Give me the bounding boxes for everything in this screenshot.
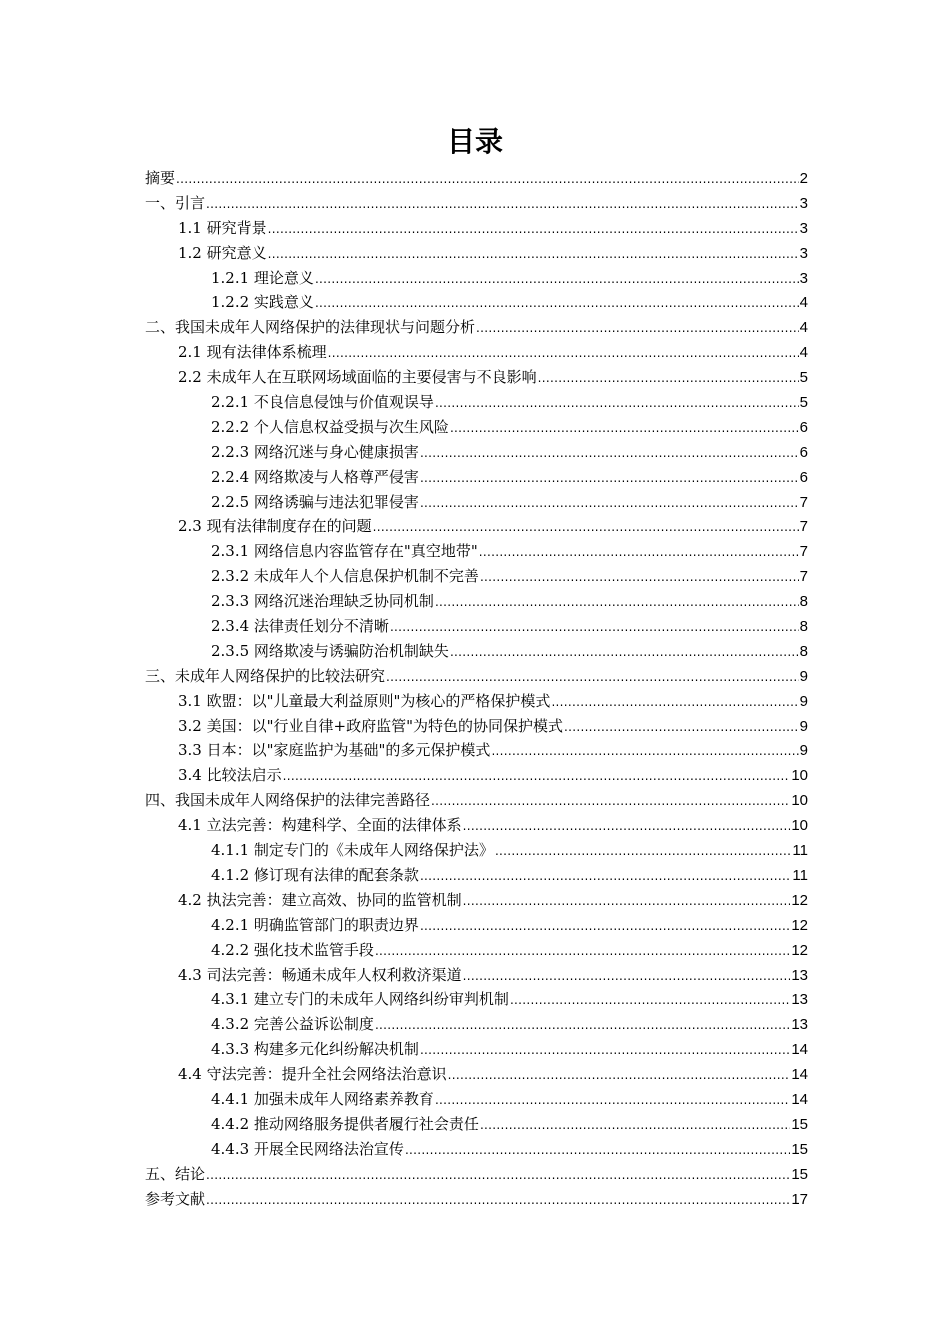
toc-page-number: 13: [791, 991, 808, 1009]
toc-entry[interactable]: [145, 266, 808, 291]
toc-page-number: 7: [799, 493, 808, 511]
toc-page-number: 17: [791, 1190, 808, 1208]
dot-leader: [479, 539, 799, 565]
toc-entry[interactable]: [145, 689, 808, 714]
dot-leader: [206, 191, 799, 217]
toc-entry[interactable]: [145, 963, 808, 988]
toc-entry-title: 4.3 司法完善：畅通未成年人权利救济渠道: [178, 965, 462, 984]
toc-entry-title: 1.2.1 理论意义: [211, 268, 314, 287]
dot-leader: [551, 689, 798, 715]
toc-entry[interactable]: [145, 813, 808, 838]
toc-title: 目录: [446, 125, 503, 158]
toc-entry-title: 2.3.1 网络信息内容监管存在"真空地带": [211, 542, 478, 561]
toc-page-number: 12: [791, 891, 808, 909]
toc-entry-title: 2.3.5 网络欺凌与诱骗防治机制缺失: [211, 641, 449, 660]
dot-leader: [420, 490, 799, 516]
toc-entry-title: 4.4.3 开展全民网络法治宣传: [211, 1139, 404, 1158]
dot-leader: [463, 963, 791, 989]
toc-entry[interactable]: [145, 191, 808, 216]
dot-leader: [176, 166, 799, 192]
toc-entry-title: 二、我国未成年人网络保护的法律现状与问题分析: [145, 318, 476, 337]
dot-leader: [315, 266, 799, 292]
dot-leader: [491, 738, 798, 764]
toc-entry[interactable]: [145, 1137, 808, 1162]
toc-entry[interactable]: [145, 714, 808, 739]
dot-leader: [420, 863, 791, 889]
dot-leader: [268, 241, 799, 267]
toc-entry-title: 4.2.2 强化技术监管手段: [211, 940, 374, 959]
toc-page-number: 3: [799, 269, 808, 287]
toc-page-number: 14: [791, 1066, 808, 1084]
toc-page-number: 7: [799, 518, 808, 536]
dot-leader: [450, 639, 799, 665]
dot-leader: [375, 938, 790, 964]
toc-page-number: 15: [791, 1165, 808, 1183]
dot-leader: [315, 290, 799, 316]
toc-entry[interactable]: [145, 1062, 808, 1087]
toc-page-number: 9: [799, 692, 808, 710]
dot-leader: [206, 1162, 790, 1188]
toc-page-number: 4: [799, 294, 808, 312]
toc-entry-title: 2.1 现有法律体系梳理: [178, 343, 327, 362]
toc-entry-title: 1.2 研究意义: [178, 243, 267, 262]
dot-leader: [480, 1112, 790, 1138]
toc-page-number: 15: [791, 1140, 808, 1158]
toc-page-number: 10: [791, 817, 808, 835]
toc-page-number: 12: [791, 941, 808, 959]
toc-entry-title: 2.3.4 法律责任划分不清晰: [211, 617, 389, 636]
toc-page-number: 12: [791, 916, 808, 934]
toc-entry[interactable]: [145, 1087, 808, 1112]
toc-entry-title: 2.2.4 网络欺凌与人格尊严侵害: [211, 467, 419, 486]
dot-leader: [435, 1087, 790, 1113]
toc-entry-title: 2.2 未成年人在互联网场域面临的主要侵害与不良影响: [178, 368, 537, 387]
toc-page-number: 11: [792, 866, 808, 884]
toc-entry-title: 三、未成年人网络保护的比较法研究: [145, 666, 386, 685]
dot-leader: [420, 913, 790, 939]
toc-entry[interactable]: [145, 639, 808, 664]
dot-leader: [435, 589, 799, 615]
toc-entry-title: 3.1 欧盟：以"儿童最大利益原则"为核心的严格保护模式: [178, 691, 551, 710]
toc-entry-title: 2.3.3 网络沉迷治理缺乏协同机制: [211, 592, 434, 611]
toc-entry[interactable]: [145, 938, 808, 963]
toc-entry-title: 4.2 执法完善：建立高效、协同的监管机制: [178, 890, 462, 909]
toc-entry[interactable]: [145, 614, 808, 639]
toc-entry[interactable]: [145, 415, 808, 440]
toc-entry-title: 4.3.1 建立专门的未成年人网络纠纷审判机制: [211, 990, 509, 1009]
toc-page-number: 14: [791, 1090, 808, 1108]
dot-leader: [206, 1187, 790, 1213]
toc-entry[interactable]: [145, 340, 808, 365]
toc-entry-title: 4.2.1 明确监管部门的职责边界: [211, 915, 419, 934]
toc-page-number: 3: [799, 219, 808, 237]
toc-page-number: 5: [799, 394, 808, 412]
toc-entry[interactable]: [145, 1112, 808, 1137]
toc-entry-title: 4.1 立法完善：构建科学、全面的法律体系: [178, 816, 462, 835]
toc-entry-title: 2.2.5 网络诱骗与违法犯罪侵害: [211, 492, 419, 511]
toc-entry[interactable]: [145, 514, 808, 539]
toc-entry-title: 摘要: [145, 169, 176, 187]
dot-leader: [420, 440, 799, 466]
toc-page-number: 15: [791, 1115, 808, 1133]
toc-entry-title: 4.3.3 构建多元化纠纷解决机制: [211, 1040, 419, 1059]
toc-entry[interactable]: [145, 564, 808, 589]
toc-entry-title: 2.2.3 网络沉迷与身心健康损害: [211, 442, 419, 461]
dot-leader: [450, 415, 799, 441]
toc-entry[interactable]: [145, 216, 808, 241]
toc-entry-title: 4.4 守法完善：提升全社会网络法治意识: [178, 1065, 447, 1084]
toc-entry-title: 4.4.1 加强未成年人网络素养教育: [211, 1089, 434, 1108]
toc-entry[interactable]: [145, 315, 808, 340]
dot-leader: [420, 465, 799, 491]
toc-entry[interactable]: [145, 664, 808, 689]
toc-page-number: 4: [799, 344, 808, 362]
toc-page-number: 2: [799, 170, 808, 187]
toc-entry[interactable]: [145, 490, 808, 515]
dot-leader: [283, 763, 791, 789]
toc-page-number: 11: [792, 842, 808, 860]
toc-entry[interactable]: [145, 166, 808, 191]
dot-leader: [463, 813, 791, 839]
toc-entry-title: 2.3 现有法律制度存在的问题: [178, 517, 372, 536]
toc-entry[interactable]: [145, 1187, 808, 1212]
toc-entry[interactable]: [145, 241, 808, 266]
toc-page-number: 9: [799, 742, 808, 760]
dot-leader: [431, 788, 790, 814]
toc-page-number: 14: [791, 1041, 808, 1059]
toc-entry-title: 3.4 比较法启示: [178, 766, 282, 785]
toc-entry-title: 2.2.2 个人信息权益受损与次生风险: [211, 417, 449, 436]
toc-entry-title: 4.1.1 制定专门的《未成年人网络保护法》: [211, 841, 494, 860]
dot-leader: [268, 216, 799, 242]
toc-entry-title: 五、结论: [145, 1164, 206, 1183]
dot-leader: [495, 838, 791, 864]
dot-leader: [390, 614, 799, 640]
dot-leader: [375, 1012, 790, 1038]
toc-page-number: 7: [799, 568, 808, 586]
toc-page-number: 5: [799, 369, 808, 387]
toc-entry[interactable]: [145, 913, 808, 938]
toc-page-number: 3: [799, 244, 808, 262]
dot-leader: [476, 315, 799, 341]
dot-leader: [386, 664, 799, 690]
toc-page-number: 8: [799, 642, 808, 660]
dot-leader: [373, 514, 799, 540]
toc-entry-title: 2.2.1 不良信息侵蚀与价值观误导: [211, 393, 434, 412]
toc-page-number: 9: [799, 667, 808, 685]
toc-page-number: 4: [799, 319, 808, 337]
toc-page-number: 6: [799, 468, 808, 486]
toc-entry[interactable]: [145, 290, 808, 315]
toc-entry-title: 4.3.2 完善公益诉讼制度: [211, 1015, 374, 1034]
toc-entry[interactable]: [145, 888, 808, 913]
toc-entry-title: 一、引言: [145, 193, 206, 212]
dot-leader: [510, 987, 790, 1013]
toc-entry[interactable]: [145, 987, 808, 1012]
dot-leader: [328, 340, 799, 366]
toc-page-number: 13: [791, 966, 808, 984]
dot-leader: [463, 888, 791, 914]
dot-leader: [480, 564, 799, 590]
toc-page-number: 10: [791, 792, 808, 810]
toc-page-number: 13: [791, 1016, 808, 1034]
dot-leader: [435, 390, 799, 416]
toc-page-number: 7: [799, 543, 808, 561]
toc-entry[interactable]: [145, 465, 808, 490]
toc-entry-title: 四、我国未成年人网络保护的法律完善路径: [145, 791, 431, 810]
toc-entry[interactable]: [145, 838, 808, 863]
dot-leader: [538, 365, 799, 391]
toc-entry-title: 1.1 研究背景: [178, 218, 267, 237]
toc-page-number: 10: [791, 767, 808, 785]
toc-page-number: 3: [799, 194, 808, 212]
toc-entry[interactable]: [145, 788, 808, 813]
toc-entry[interactable]: [145, 440, 808, 465]
toc-entry[interactable]: [145, 738, 808, 763]
toc-entry-title: 4.4.2 推动网络服务提供者履行社会责任: [211, 1114, 479, 1133]
toc-entry[interactable]: [145, 863, 808, 888]
toc-page-number: 6: [799, 443, 808, 461]
toc-page-number: 8: [799, 593, 808, 611]
toc-entry[interactable]: [145, 539, 808, 564]
toc-entry[interactable]: [145, 390, 808, 415]
toc-entry-title: 3.2 美国：以"行业自律+政府监管"为特色的协同保护模式: [178, 716, 563, 735]
toc-page-number: 8: [799, 618, 808, 636]
dot-leader: [448, 1062, 791, 1088]
toc-entry[interactable]: [145, 589, 808, 614]
toc-entry-title: 1.2.2 实践意义: [211, 293, 314, 312]
toc-entry-title: 参考文献: [145, 1189, 206, 1208]
toc-entry[interactable]: [145, 1037, 808, 1062]
toc-entry[interactable]: [145, 763, 808, 788]
toc-page-number: 9: [799, 717, 808, 735]
toc-entry-title: 4.1.2 修订现有法律的配套条款: [211, 865, 419, 884]
toc-entry[interactable]: [145, 1162, 808, 1187]
toc-entry-title: 3.3 日本：以"家庭监护为基础"的多元保护模式: [178, 741, 491, 760]
dot-leader: [420, 1037, 790, 1063]
toc-page-number: 6: [799, 418, 808, 436]
dot-leader: [564, 714, 799, 740]
toc-entry-title: 2.3.2 未成年人个人信息保护机制不完善: [211, 567, 479, 586]
table-of-contents: [145, 166, 808, 1211]
toc-entry[interactable]: [145, 1012, 808, 1037]
dot-leader: [405, 1137, 790, 1163]
toc-entry[interactable]: [145, 365, 808, 390]
